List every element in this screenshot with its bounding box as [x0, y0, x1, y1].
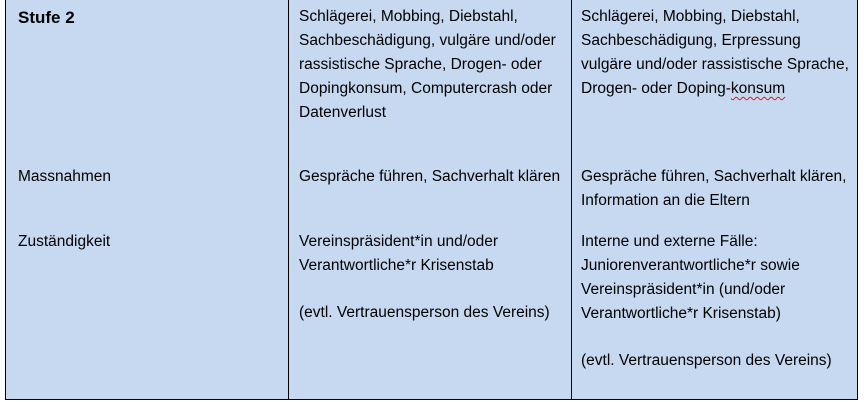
row-label-stufe: Stufe 2 [18, 8, 75, 27]
spellcheck-flagged-word: konsum [730, 80, 786, 97]
zustaendigkeit-cell-col3 [581, 230, 849, 373]
zustaendigkeit-col3-paragraph: Interne und externe Fälle: Juniorenverantwortliche*r sowie Vereinspräsident*in (und/oder Verantwortliche*r Krisenstab) [581, 233, 800, 322]
stufe-cell-col2: Schlägerei, Mobbing, Diebstahl, Sachbeschädigung, vulgäre und/oder rassistische Sprache, Drogen- oder Dopingkonsum, Computercrash oder Datenverlust [299, 8, 556, 121]
zustaendigkeit-col3-note: (evtl. Vertrauensperson des Vereins) [581, 352, 832, 369]
row-label-massnahmen: Massnahmen [18, 168, 112, 185]
stufe-2-table [5, 0, 858, 400]
column-divider [571, 0, 572, 399]
stufe-cell-col3 [581, 5, 849, 101]
zustaendigkeit-cell-col2 [299, 230, 561, 325]
massnahmen-cell-col3: Gespräche führen, Sachverhalt klären, Information an die Eltern [581, 168, 847, 209]
column-divider [288, 0, 289, 399]
row-label-zustaendigkeit: Zuständigkeit [18, 233, 111, 250]
zustaendigkeit-col2-note: (evtl. Vertrauensperson des Vereins) [299, 304, 550, 321]
massnahmen-cell-col2: Gespräche führen, Sachverhalt klären [299, 168, 561, 185]
stufe-col3-text: Schlägerei, Mobbing, Diebstahl, Sachbeschädigung, Erpressung vulgäre und/oder rassistische Sprache, Drogen- oder Doping- [581, 8, 849, 97]
zustaendigkeit-col2-paragraph: Vereinspräsident*in und/oder Verantwortliche*r Krisenstab [299, 233, 499, 274]
